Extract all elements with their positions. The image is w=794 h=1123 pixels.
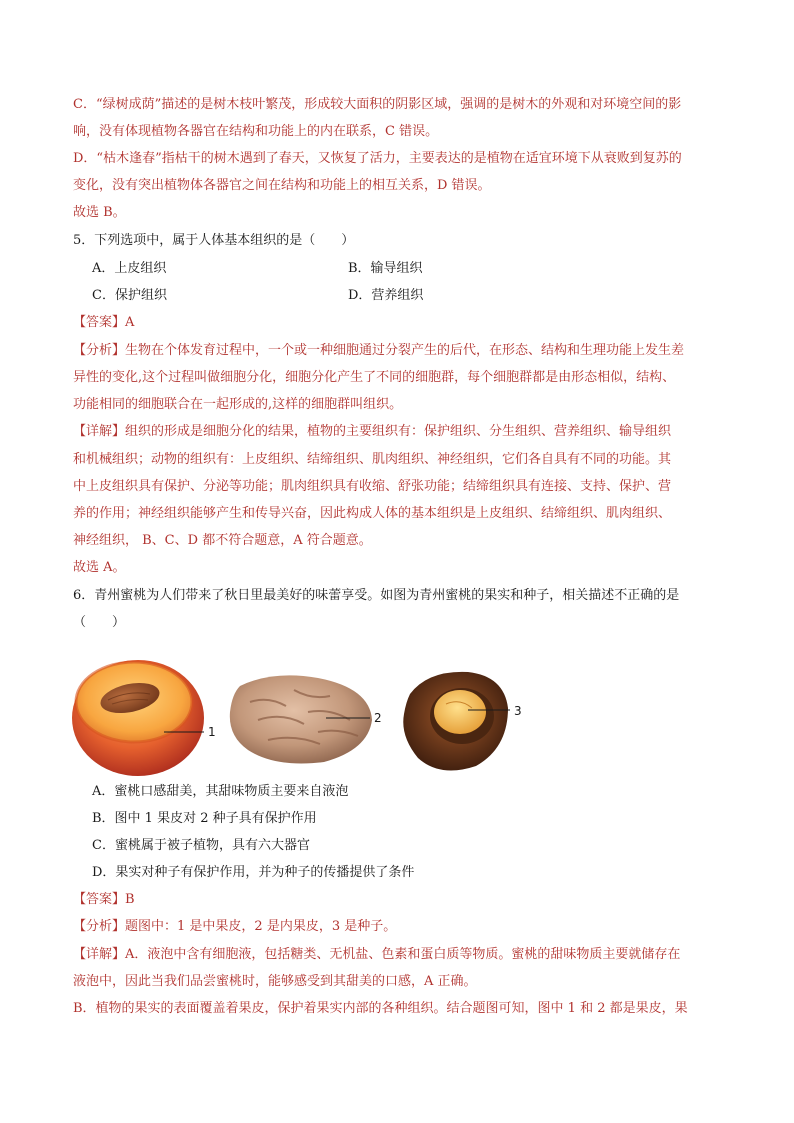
q5-detail-line4: 养的作用；神经组织能够产生和传导兴奋，因此构成人体的基本组织是上皮组织、结缔组织、肌肉组织、 xyxy=(73,506,672,521)
q5-stem: 5．下列选项中，属于人体基本组织的是（ ） xyxy=(73,233,355,248)
cracked-stone-with-seed xyxy=(403,672,508,771)
detail-text: A．液泡中含有细胞液，包括糖类、无机盐、色素和蛋白质等物质。蜜桃的甜味物质主要就储存在 xyxy=(125,947,681,962)
q5-detail-line1 xyxy=(73,422,671,442)
option-c-explanation-line1: C．“绿树成荫”描述的是树木枝叶繁茂，形成较大面积的阴影区域，强调的是树木的外观和对环境空间的影 xyxy=(73,97,682,112)
answer-label: 【答案】 xyxy=(73,315,126,330)
analysis-text: 题图中：1 是中果皮，2 是内果皮，3 是种子。 xyxy=(125,919,397,934)
answer-value: A xyxy=(125,315,135,330)
q5-detail-line5: 神经组织， B、C、D 都不符合题意，A 符合题意。 xyxy=(73,533,372,548)
detail-text: 组织的形成是细胞分化的结果，植物的主要组织有：保护组织、分生组织、营养组织、输导组织 xyxy=(125,424,672,439)
q5-option-d: D．营养组织 xyxy=(348,288,424,303)
q6-option-c: C．蜜桃属于被子植物，具有六大器官 xyxy=(92,838,310,853)
q6-detail-line1 xyxy=(73,945,680,965)
option-d-explanation-line1: D．“枯木逢春”指枯干的树木遇到了春天，又恢复了活力，主要表达的是植物在适宜环境下从衰败到复苏的 xyxy=(73,151,682,166)
q5-analysis-line3: 功能相同的细胞联合在一起形成的,这样的细胞群叫组织。 xyxy=(73,397,403,412)
q6-answer xyxy=(73,890,135,910)
analysis-label: 【分析】 xyxy=(73,343,126,358)
peach-figure xyxy=(68,650,588,780)
q6-detail-line2: 液泡中，因此当我们品尝蜜桃时，能够感受到其甜美的口感，A 正确。 xyxy=(73,974,477,989)
q6-option-d: D．果实对种子有保护作用，并为种子的传播提供了条件 xyxy=(92,865,415,880)
analysis-text: 生物在个体发育过程中，一个或一种细胞通过分裂产生的后代，在形态、结构和生理功能上发生差 xyxy=(125,343,685,358)
peach-stone xyxy=(230,675,372,763)
q5-option-a: A．上皮组织 xyxy=(92,261,167,276)
option-c-explanation-line2: 响，没有体现植物各器官在结构和功能上的内在联系，C 错误。 xyxy=(73,124,439,139)
q5-option-c: C．保护组织 xyxy=(92,288,167,303)
figure-label-3: 3 xyxy=(514,704,522,718)
q5-detail-line3: 中上皮组织具有保护、分泌等功能；肌肉组织具有收缩、舒张功能；结缔组织具有连接、支持、保护、营 xyxy=(73,479,672,494)
answer-value: B xyxy=(125,892,135,907)
half-peach xyxy=(72,660,204,776)
detail-label: 【详解】 xyxy=(73,947,126,962)
q6-stem-line1: 6．青州蜜桃为人们带来了秋日里最美好的味蕾享受。如图为青州蜜桃的果实和种子，相关描述不正确的是 xyxy=(73,588,680,603)
figure-label-2: 2 xyxy=(374,711,382,725)
peach-illustration xyxy=(68,650,588,780)
q6-analysis xyxy=(73,917,396,937)
q5-answer xyxy=(73,313,134,333)
analysis-label: 【分析】 xyxy=(73,919,126,934)
q6-detail-line3: B．植物的果实的表面覆盖着果皮，保护着果实内部的各种组织。结合题图可知，图中 1 和 2 都是果皮，果 xyxy=(73,1001,688,1016)
q6-stem-line2: （ ） xyxy=(73,615,126,630)
figure-label-1: 1 xyxy=(208,725,216,739)
q4-conclusion: 故选 B。 xyxy=(73,205,126,220)
option-d-explanation-line2: 变化，没有突出植物体各器官之间在结构和功能上的相互关系，D 错误。 xyxy=(73,178,491,193)
q5-detail-line2: 和机械组织；动物的组织有：上皮组织、结缔组织、肌肉组织、神经组织，它们各自具有不同的功能。其 xyxy=(73,452,672,467)
q5-analysis-line2: 异性的变化,这个过程叫做细胞分化，细胞分化产生了不同的细胞群，每个细胞群都是由形态相似，结构、 xyxy=(73,370,676,385)
detail-label: 【详解】 xyxy=(73,424,126,439)
q6-option-a: A．蜜桃口感甜美，其甜味物质主要来自液泡 xyxy=(92,784,349,799)
q5-option-b: B．输导组织 xyxy=(348,261,423,276)
answer-label: 【答案】 xyxy=(73,892,126,907)
q5-analysis-line1 xyxy=(73,341,684,361)
q6-option-b: B．图中 1 果皮对 2 种子具有保护作用 xyxy=(92,811,317,826)
q5-conclusion: 故选 A。 xyxy=(73,560,126,575)
